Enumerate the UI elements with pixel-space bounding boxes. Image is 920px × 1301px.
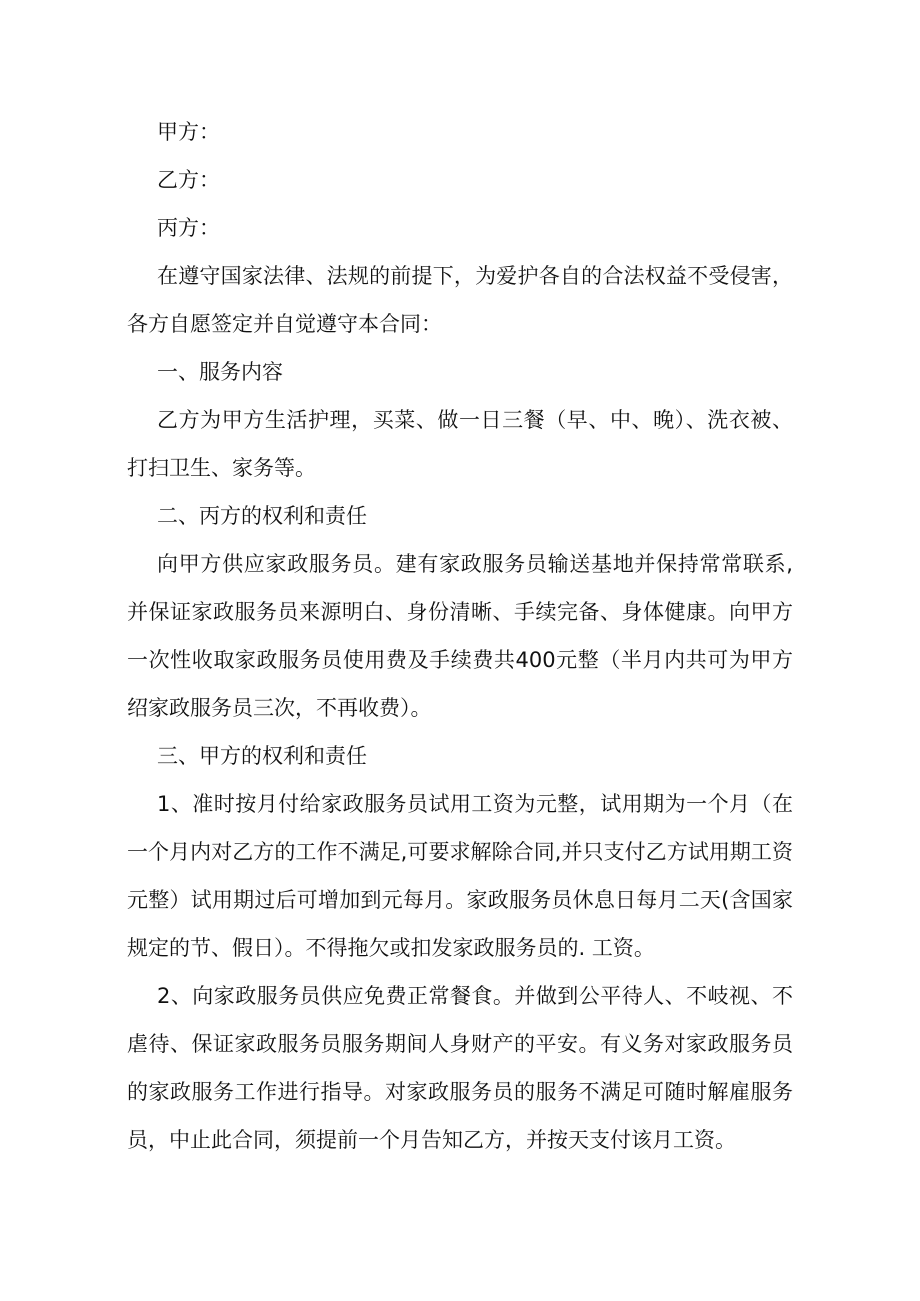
- party-a-line: 甲方：: [157, 120, 220, 144]
- section-1-body: 乙方为甲方生活护理，买菜、做一日三餐（早、中、晚）、洗衣被、打扫卫生、家务等。: [127, 408, 793, 480]
- section-2-heading: 二、丙方的权利和责任: [157, 504, 367, 528]
- section-3-heading: 三、甲方的权利和责任: [157, 744, 367, 768]
- preamble-paragraph: 在遵守国家法律、法规的前提下，为爱护各自的合法权益不受侵害，各方自愿签定并自觉遵守本合同：: [127, 264, 793, 336]
- party-b-line: 乙方：: [157, 168, 220, 192]
- section-2-body: 向甲方供应家政服务员。建有家政服务员输送基地并保持常常联系,并保证家政服务员来源明白、身份清晰、手续完备、身体健康。向甲方一次性收取家政服务员使用费及手续费共400元整（半月内共可为甲方绍家政服务员三次，不再收费）。: [127, 552, 793, 720]
- clause-2: 2、向家政服务员供应免费正常餐食。并做到公平待人、不岐视、不虐待、保证家政服务员服务期间人身财产的平安。有义务对家政服务员的家政服务工作进行指导。对家政服务员的服务不满足可随时解雇服务员，中止此合同，须提前一个月告知乙方，并按天支付该月工资。: [127, 984, 793, 1152]
- clause-1: 1、准时按月付给家政服务员试用工资为元整，试用期为一个月（在一个月内对乙方的工作不满足,可要求解除合同,并只支付乙方试用期工资元整）试用期过后可增加到元每月。家政服务员休息日每月二天(含国家规定的节、假日）。不得拖欠或扣发家政服务员的. 工资。: [127, 792, 793, 960]
- party-c-line: 丙方：: [157, 216, 220, 240]
- document-body: [127, 108, 793, 1164]
- section-1-heading: 一、服务内容: [157, 360, 283, 384]
